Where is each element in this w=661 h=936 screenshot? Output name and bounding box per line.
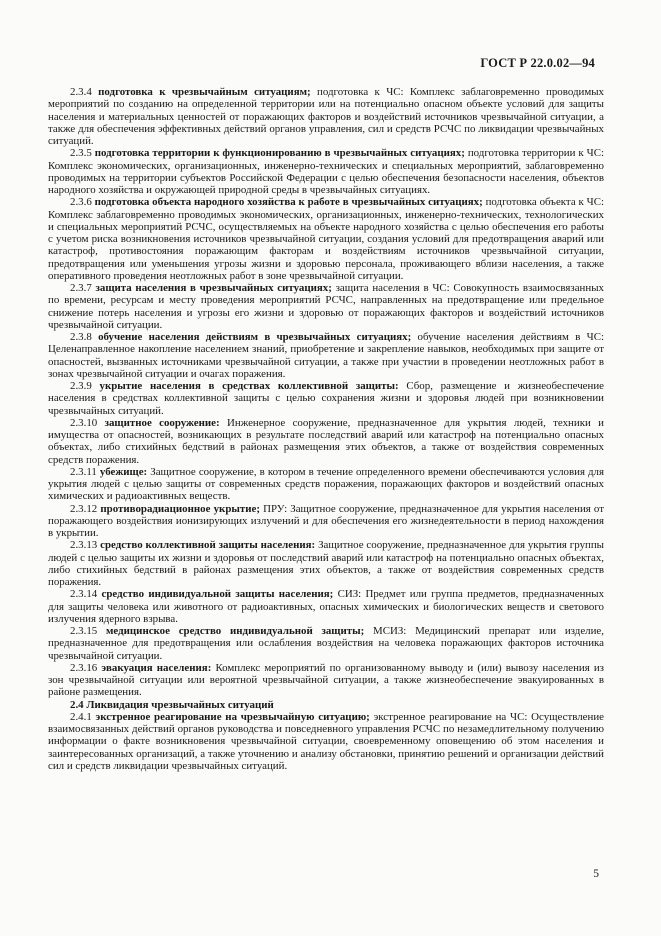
definition-paragraph	[48, 282, 604, 331]
clause-number: 2.3.6	[70, 196, 92, 209]
clause-number: 2.3.15	[70, 625, 98, 637]
definition-paragraph	[48, 380, 604, 417]
definition-paragraph	[48, 417, 604, 466]
definition-paragraph	[48, 147, 604, 196]
clause-number: 2.3.4	[70, 86, 92, 98]
page-number: 5	[593, 868, 599, 880]
definition-text: обучение населения действиям в ЧС: Целенаправленное накопление населением знаний, приобретение и закрепление навыков, необходимых при защите от опасностей, вызванных источниками чрезвычайной ситуации, а также при участии в проведении неотложных работ в зонах чрезвычайной ситуации и очагах поражения.	[48, 331, 604, 380]
definition-paragraph	[48, 711, 604, 772]
definition-text: защита населения в ЧС: Совокупность взаимосвязанных по времени, ресурсам и месту проведения мероприятий РСЧС, направленных на предотвращение или предельное снижение потерь населения и угрозы его жизни и здоровью от поражающих факторов и воздействий источников чрезвычайной ситуации.	[48, 282, 604, 331]
clause-number: 2.3.16	[70, 661, 98, 674]
clause-number: 2.3.12	[70, 502, 98, 515]
section-heading	[48, 699, 604, 711]
definition-text: Защитное сооружение, предназначенное для укрытия группы людей с целью защиты их жизни и здоровья от последствий аварий или катастроф на потенциально опасных объектах, либо стихийных бедствий в районах размещения этих объектов, а также от воздействия современных средств поражения.	[48, 539, 604, 588]
clause-number: 2.4.1	[70, 710, 92, 723]
clause-number: 2.3.9	[70, 380, 92, 392]
definition-text: Комплекс мероприятий по организованному выводу и (или) вывозу населения из зон чрезвычайной ситуации или вероятной чрезвычайной ситуации, а также жизнеобеспечение эвакуированных в районе размещения.	[48, 661, 604, 699]
definition-text: подготовка к ЧС: Комплекс заблаговременно проводимых мероприятий по созданию на определенной территории или на потенциально опасном объекте условий для защиты населения и материальных ценностей от поражающих факторов и воздействий источников чрезвычайной ситуации, а также для обеспечения эффективных действий органов управления, сил и средств РСЧС по ликвидации чрезвычайных ситуаций.	[48, 86, 604, 147]
definition-text: МСИЗ: Медицинский препарат или изделие, предназначенное для предотвращения или ослабления воздействия на человека поражающих факторов источника чрезвычайной ситуации.	[48, 625, 604, 662]
section-title: Ликвидация чрезвычайных ситуаций	[86, 698, 274, 711]
term: обучение населения действиям в чрезвычайных ситуациях;	[98, 331, 412, 343]
definition-paragraph	[48, 662, 604, 699]
definition-paragraph	[48, 539, 604, 588]
term: средство индивидуальной защиты населения;	[101, 588, 334, 601]
definition-paragraph	[48, 196, 604, 282]
term: медицинское средство индивидуальной защиты;	[106, 625, 365, 637]
term: противорадиационное укрытие;	[100, 502, 260, 515]
standard-header: ГОСТ Р 22.0.02—94	[480, 56, 595, 70]
definition-text: СИЗ: Предмет или группа предметов, предназначенных для защиты человека или животного от радиоактивных, опасных химических и биологических веществ и светового излучения ядерного взрыва.	[48, 588, 605, 625]
definition-paragraph	[48, 625, 604, 662]
term: экстренное реагирование на чрезвычайную ситуацию;	[95, 710, 370, 723]
term: эвакуация населения:	[101, 661, 212, 674]
definition-text: экстренное реагирование на ЧС: Осуществление взаимосвязанных действий органов руководства и повседневного управления РСЧС по незамедлительному получению информации о факте возникновения чрезвычайной ситуации, своевременному оповещению об этом населения и заинтересованных организаций, а также уточнению и анализу обстановки, принятию решений и организации действий сил и средств ликвидации чрезвычайных ситуаций.	[48, 710, 604, 772]
term: защита населения в чрезвычайных ситуациях;	[95, 282, 332, 294]
term: защитное сооружение:	[104, 416, 220, 429]
definition-text: подготовка территории к ЧС: Комплекс экономических, организационных, инженерно-технических и специальных мероприятий, заблаговременно проводимых на территории субъектов Российской Федерации с целью обеспечения безопасности населения, объектов народного хозяйства и окружающей природной среды в чрезвычайных ситуациях.	[48, 147, 605, 196]
clause-number: 2.3.14	[70, 588, 98, 601]
term: подготовка к чрезвычайным ситуациям;	[98, 86, 311, 98]
clause-number: 2.3.8	[70, 331, 92, 343]
definition-text: Защитное сооружение, в котором в течение определенного времени обеспечиваются условия для укрытия людей с целью защиты от современных средств поражения, поражающих факторов и воздействий опасных химических и радиоактивных веществ.	[48, 465, 605, 503]
clause-number: 2.3.10	[70, 416, 98, 429]
definition-text: Сбор, размещение и жизнеобеспечение населения в средствах коллективной защиты с целью сохранения жизни и здоровья людей при возникновении чрезвычайных ситуаций.	[48, 380, 605, 417]
clause-number: 2.3.13	[70, 539, 98, 552]
term: подготовка объекта народного хозяйства к работе в чрезвычайных ситуациях;	[94, 196, 483, 209]
clause-number: 2.3.7	[70, 282, 92, 294]
definition-paragraph	[48, 331, 604, 380]
clause-number: 2.3.11	[70, 465, 97, 478]
clause-number: 2.3.5	[70, 147, 92, 160]
definition-text: ПРУ: Защитное сооружение, предназначенное для укрытия населения от поражающего воздействия ионизирующих излучений и для обеспечения его жизнедеятельности в период нахождения в укрытии.	[48, 502, 604, 539]
term: средство коллективной защиты населения:	[100, 539, 316, 552]
definition-text: подготовка объекта к ЧС: Комплекс заблаговременно проводимых экономических, организационных, инженерно-технических, технологических и специальных мероприятий РСЧС, осуществляемых на объекте народного хозяйства с целью обеспечения его работы с учетом риска возникновения источников чрезвычайной ситуации, создания условий для предотвращения аварий или катастроф, противостояния поражающим факторам и воздействиям источников чрезвычайной ситуации, предотвращения или уменьшения угрозы жизни и здоровью персонала, проживающего вблизи населения, а также оперативного проведения неотложных работ в зоне чрезвычайной ситуации.	[48, 196, 604, 282]
definition-paragraph	[48, 466, 604, 503]
term: укрытие населения в средствах коллективной защиты:	[99, 380, 399, 392]
section-number: 2.4	[70, 698, 84, 711]
definition-paragraph	[48, 503, 604, 540]
document-body	[48, 86, 604, 772]
definition-paragraph	[48, 86, 604, 147]
definition-paragraph	[48, 588, 604, 625]
term: подготовка территории к функционированию в чрезвычайных ситуациях;	[94, 147, 465, 160]
term: убежище:	[99, 465, 148, 478]
definition-text: Инженерное сооружение, предназначенное для укрытия людей, техники и имущества от опасностей, возникающих в результате последствий аварий или катастроф на потенциально опасных объектах, либо стихийных бедствий в районах размещения этих объектов, а также от воздействия современных средств поражения.	[48, 416, 604, 466]
